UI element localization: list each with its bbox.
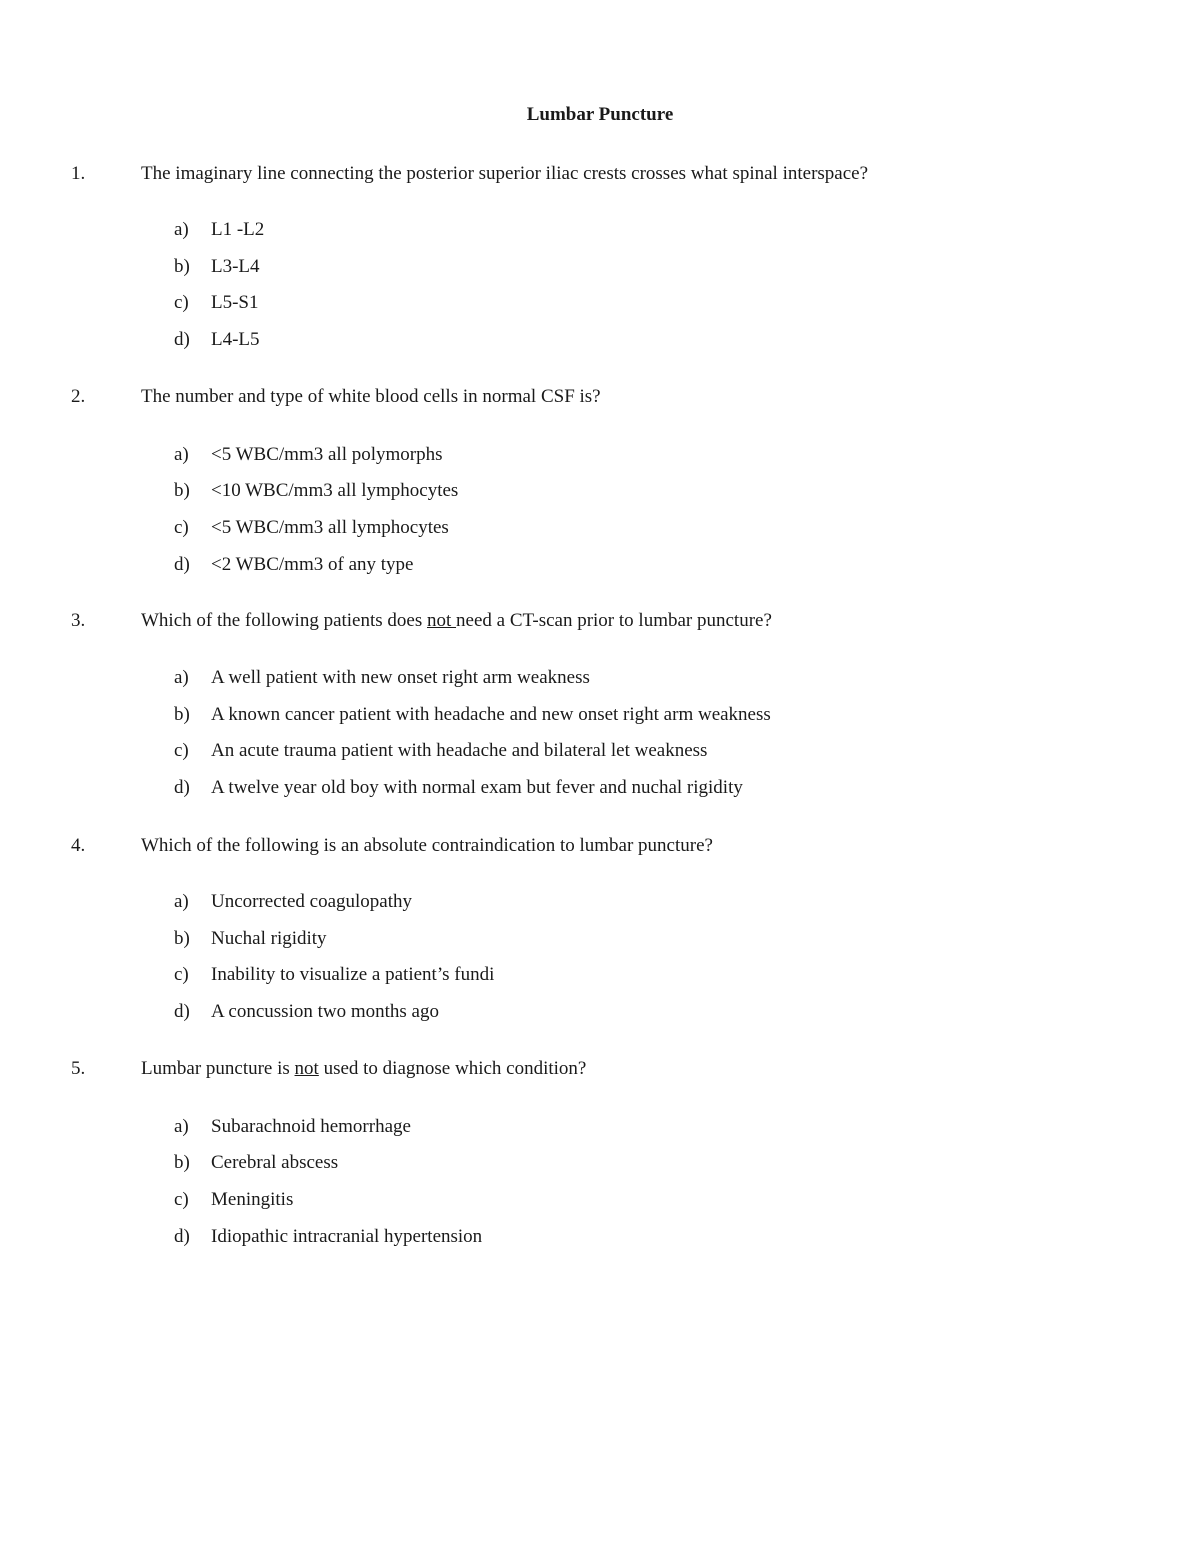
option-letter: d) (174, 1001, 190, 1022)
option-letter: c) (174, 740, 189, 761)
option-text: <2 WBC/mm3 of any type (211, 554, 414, 575)
question-number: 3. (71, 610, 86, 631)
option-text: Subarachnoid hemorrhage (211, 1116, 411, 1137)
option-letter: b) (174, 1152, 190, 1173)
option-letter: c) (174, 1189, 189, 1210)
option-text: Meningitis (211, 1189, 294, 1210)
option-letter: b) (174, 704, 190, 725)
option-text: Uncorrected coagulopathy (211, 891, 412, 912)
question-text: The number and type of white blood cells in normal CSF is? (141, 386, 601, 407)
option-text: <5 WBC/mm3 all polymorphs (211, 444, 443, 465)
question-number: 4. (71, 835, 86, 856)
page-title: Lumbar Puncture (526, 104, 674, 125)
option-text: An acute trauma patient with headache and bilateral let weakness (211, 740, 708, 761)
option-text: A twelve year old boy with normal exam but fever and nuchal rigidity (211, 777, 743, 798)
option-text: L3-L4 (211, 256, 260, 277)
question-text: The imaginary line connecting the posterior superior iliac crests crosses what spinal interspace? (141, 163, 869, 184)
option-letter: d) (174, 554, 190, 575)
question-text: Lumbar puncture is not used to diagnose which condition? (141, 1058, 587, 1079)
option-text: A well patient with new onset right arm weakness (211, 667, 590, 688)
option-text: A concussion two months ago (211, 1001, 439, 1022)
option-letter: b) (174, 480, 190, 501)
option-letter: c) (174, 292, 189, 313)
option-text: <10 WBC/mm3 all lymphocytes (211, 480, 459, 501)
option-letter: c) (174, 964, 189, 985)
option-text: Nuchal rigidity (211, 928, 327, 949)
option-letter: b) (174, 928, 190, 949)
question-text: Which of the following is an absolute contraindication to lumbar puncture? (141, 835, 713, 856)
option-text: A known cancer patient with headache and new onset right arm weakness (211, 704, 771, 725)
option-text: Idiopathic intracranial hypertension (211, 1226, 483, 1247)
option-letter: a) (174, 219, 189, 240)
option-text: L1 -L2 (211, 219, 265, 240)
option-text: L4-L5 (211, 329, 260, 350)
option-letter: a) (174, 667, 189, 688)
option-letter: b) (174, 256, 190, 277)
option-letter: d) (174, 1226, 190, 1247)
option-text: <5 WBC/mm3 all lymphocytes (211, 517, 449, 538)
option-text: L5-S1 (211, 292, 259, 313)
option-letter: a) (174, 1116, 189, 1137)
question-text: Which of the following patients does not need a CT-scan prior to lumbar puncture? (141, 610, 772, 631)
question-number: 5. (71, 1058, 86, 1079)
option-letter: d) (174, 777, 190, 798)
option-text: Inability to visualize a patient’s fundi (211, 964, 495, 985)
option-letter: c) (174, 517, 189, 538)
question-number: 2. (71, 386, 86, 407)
option-letter: d) (174, 329, 190, 350)
question-number: 1. (71, 163, 86, 184)
option-letter: a) (174, 891, 189, 912)
option-text: Cerebral abscess (211, 1152, 339, 1173)
option-letter: a) (174, 444, 189, 465)
